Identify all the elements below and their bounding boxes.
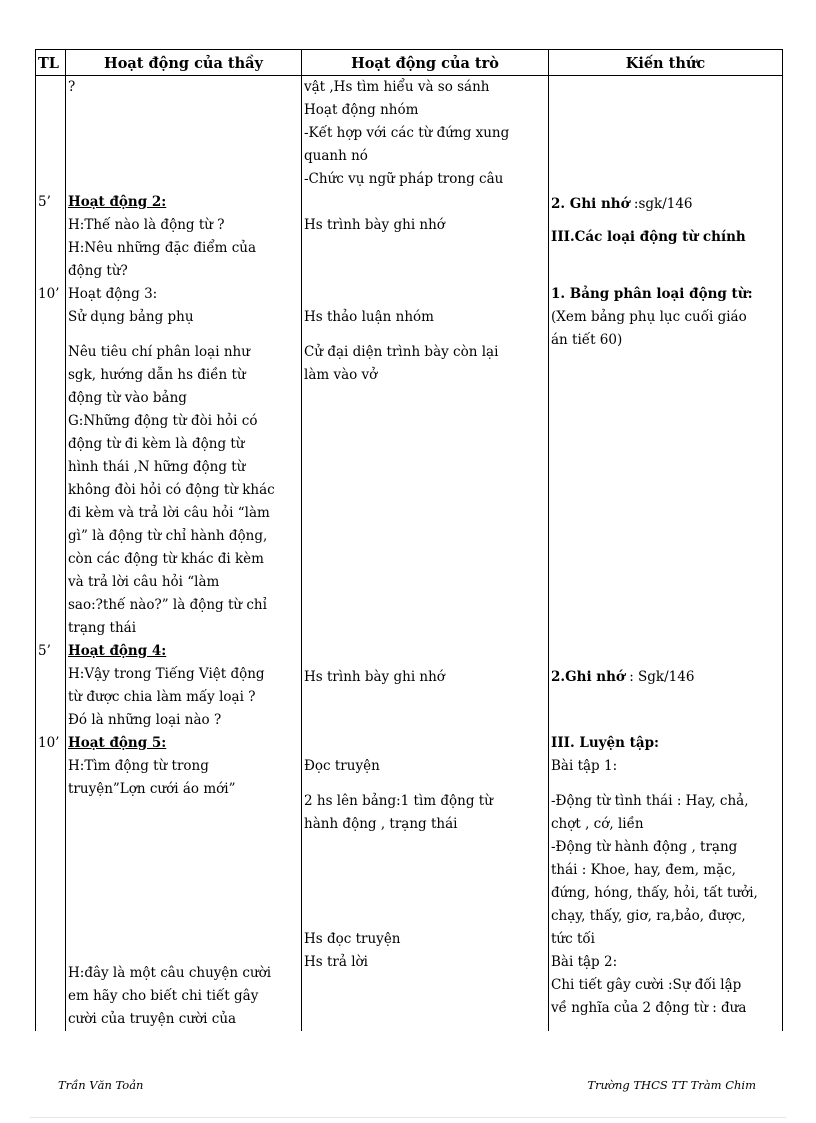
knowledge-heading: III. Luyện tập: [551,735,660,751]
knowledge-cell: III. Luyện tập: Bài tập 1: -Động từ tình thái : Hay, chả, chợt , cớ, liền -Động từ hành động , trạng thái : Khoe, hay, đem, mặc, đứng, hóng, thấy, hỏi, tất tưởi, chạy, thấy, giơ, ra,bảo, được, tức tối Bài tập 2: Chi tiết gây cười :Sự đối lập về nghĩa của 2 động từ : đưa [549,732,783,1031]
knowledge-cell: 1. Bảng phân loại động từ: (Xem bảng phụ lục cuối giáo án tiết 60) [549,283,783,640]
tl-cell: 5’ [36,191,66,283]
tl-cell: 10’ [36,283,66,640]
student-cell: Hs thảo luận nhóm Cử đại diện trình bày còn lại làm vào vở [302,283,549,640]
activity-title: Hoạt động 5: [68,735,167,751]
knowledge-cell [549,76,783,192]
teacher-cell: Hoạt động 2: H:Thế nào là động từ ? H:Nêu những đặc điểm của động từ? [66,191,302,283]
knowledge-heading: 2.Ghi nhớ [551,669,625,685]
tl-cell: 5’ [36,640,66,732]
table-row [36,640,783,732]
teacher-cell: Hoạt động 3: Sử dụng bảng phụ Nêu tiêu chí phân loại như sgk, hướng dẫn hs điền từ động từ vào bảng G:Những động từ đòi hỏi có động từ đi kèm là động từ hình thái ,N hững động từ không đòi hỏi có động từ khác đi kèm và trả lời câu hỏi “làm gì” là động từ chỉ hành động, còn các động từ khác đi kèm và trả lời câu hỏi “làm sao:?thế nào?” là động từ chỉ trạng thái [66,283,302,640]
tl-cell [36,76,66,192]
table-row [36,191,783,283]
knowledge-heading: 2. Ghi nhớ [551,196,630,212]
table-row [36,283,783,640]
table-row [36,732,783,1031]
knowledge-cell: 2.Ghi nhớ : Sgk/146 [549,640,783,732]
header-tl: TL [36,50,66,76]
activity-title: Hoạt động 2: [68,194,167,210]
student-cell: Đọc truyện 2 hs lên bảng:1 tìm động từ hành động , trạng thái Hs đọc truyện Hs trả lời [302,732,549,1031]
student-cell: Hs trình bày ghi nhớ [302,640,549,732]
table-row [36,76,783,192]
footer-author: Trần Văn Toản [58,1078,144,1092]
knowledge-heading: 1. Bảng phân loại động từ: [551,286,753,302]
activity-title: Hoạt động 4: [68,643,167,659]
teacher-cell: Hoạt động 5: H:Tìm động từ trong truyện”Lợn cưới áo mới” H:đây là một câu chuyện cười em hãy cho biết chi tiết gây cười của truyện cười của [66,732,302,1031]
activity-title: Hoạt động 3: [68,286,158,302]
student-cell: vật ,Hs tìm hiểu và so sánh Hoạt động nhóm -Kết hợp với các từ đứng xung quanh nó -Chức vụ ngữ pháp trong câu [302,76,549,192]
knowledge-cell: 2. Ghi nhớ :sgk/146 III.Các loại động từ chính [549,191,783,283]
student-cell: Hs trình bày ghi nhớ [302,191,549,283]
section-heading: III.Các loại động từ chính [551,229,746,245]
footer-school: Trường THCS TT Tràm Chim [587,1078,756,1092]
teacher-cell: ? [66,76,302,192]
header-knowledge: Kiến thức [549,50,783,76]
page-bottom-divider [30,1117,786,1118]
header-teacher: Hoạt động của thầy [66,50,302,76]
teacher-cell: Hoạt động 4: H:Vậy trong Tiếng Việt động từ được chia làm mấy loại ? Đó là những loại nào ? [66,640,302,732]
tl-cell: 10’ [36,732,66,1031]
header-student: Hoạt động của trò [302,50,549,76]
lesson-plan-table [35,49,783,1031]
table-header-row [36,50,783,76]
